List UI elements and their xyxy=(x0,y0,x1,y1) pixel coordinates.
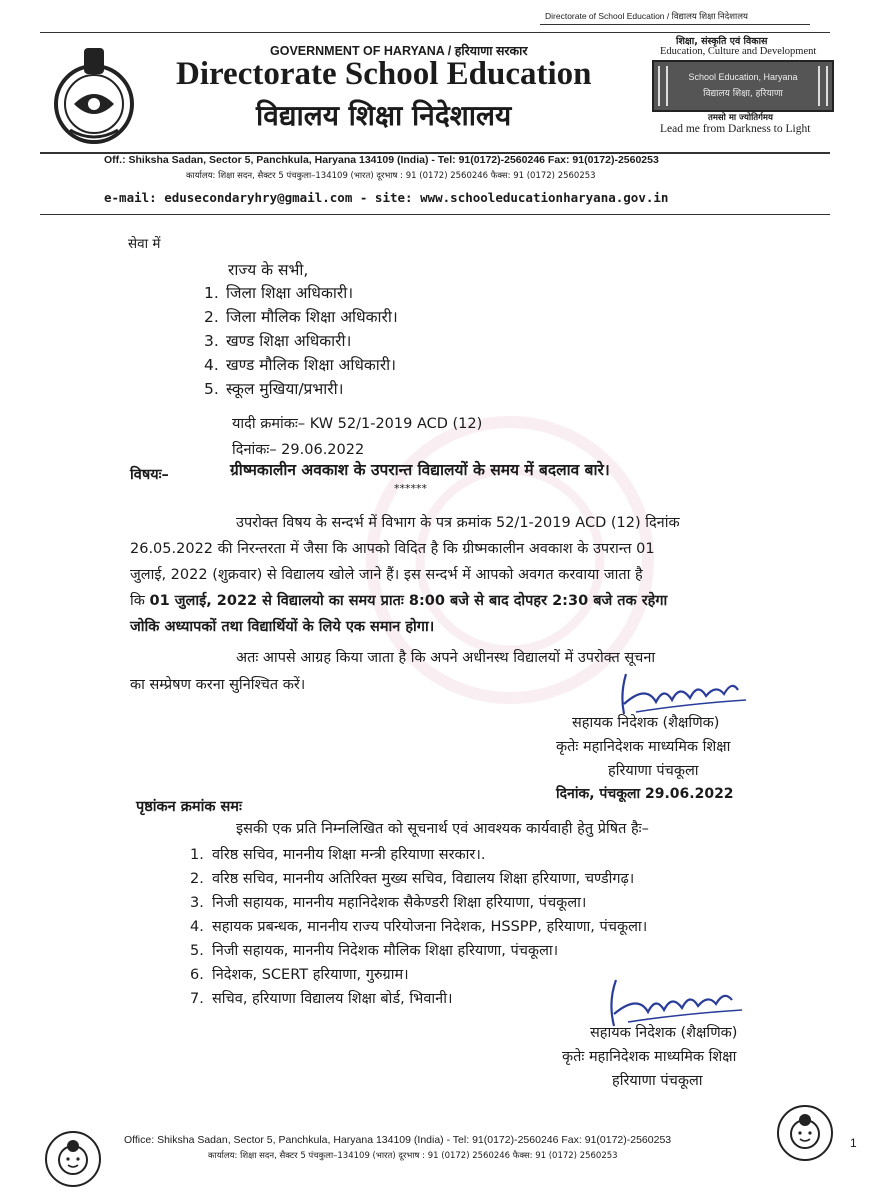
para2-line2: का सम्प्रेषण करना सुनिश्चित करें। xyxy=(130,677,306,693)
signatory-place: हरियाणा पंचकूला xyxy=(608,763,699,779)
right-tagline-hi: शिक्षा, संस्कृति एवं विकास xyxy=(676,36,768,47)
subject-text: ग्रीष्मकालीन अवकाश के उपरान्त विद्यालयों के समय में बदलाव बारे। xyxy=(230,461,610,479)
subject-stars: ****** xyxy=(394,482,427,495)
school-timing-highlight: 01 जुलाई, 2022 से विद्यालयो का समय प्रातः 8:00 बजे से बाद दोपहर 2:30 बजे तक रहेगा xyxy=(149,593,668,609)
endorsement-item: 7. सचिव, हरियाणा विद्यालय शिक्षा बोर्ड, भिवानी। xyxy=(190,991,453,1007)
endorsement-signatory-designation: सहायक निदेशक (शैक्षणिक) xyxy=(590,1025,738,1041)
recipient-item: 1. जिला शिक्षा अधिकारी। xyxy=(204,284,354,302)
recipient-item: 4. खण्ड मौलिक शिक्षा अधिकारी। xyxy=(204,356,397,374)
address-rule xyxy=(40,214,830,215)
school-education-logo xyxy=(652,60,834,112)
logo-right-bars xyxy=(818,66,828,106)
para2-line1: अतः आपसे आग्रह किया जाता है कि अपने अधीनस्थ विद्यालयों में उपरोक्त सूचना xyxy=(236,650,656,666)
email-site-line: e-mail: edusecondaryhry@gmail.com - site: www.schooleducationharyana.gov.in xyxy=(104,190,669,205)
directorate-title-en: Directorate School Education xyxy=(176,56,592,92)
para1-line3: जुलाई, 2022 (शुक्रवार) से विद्यालय खोले जाने हैं। इस सन्दर्भ में आपको अवगत करवाया जाता है xyxy=(130,567,643,583)
recipient-item: 5. स्कूल मुखिया/प्रभारी। xyxy=(204,380,344,398)
top-note: Directorate of School Education / विद्यालय शिक्षा निदेशालय xyxy=(545,11,748,21)
para1-line4 xyxy=(130,590,667,610)
logo-left-bars xyxy=(658,66,668,106)
subject-label: विषयः– xyxy=(130,467,169,483)
signatory-designation: सहायक निदेशक (शैक्षणिक) xyxy=(572,715,720,731)
endorsement-date: दिनांक, पंचकूला 29.06.2022 xyxy=(556,786,734,802)
address-hi: कार्यालय: शिक्षा सदन, सैक्टर 5 पंचकुला–134109 (भारत) दूरभाष : 91 (0172) 2560246 फैक्स: 91 (0172) 2560253 xyxy=(186,171,596,181)
directorate-title-hi: विद्यालय शिक्षा निदेशालय xyxy=(256,99,512,132)
para1-line1: उपरोक्त विषय के सन्दर्भ में विभाग के पत्र क्रमांक 52/1-2019 ACD (12) दिनांक xyxy=(236,515,680,531)
memo-number: यादी क्रमांकः– KW 52/1-2019 ACD (12) xyxy=(232,416,483,432)
memo-date: दिनांकः– 29.06.2022 xyxy=(232,442,365,458)
signatory-on-behalf: कृतेः महानिदेशक माध्यमिक शिक्षा xyxy=(556,739,731,755)
endorsement-signatory-place: हरियाणा पंचकूला xyxy=(612,1073,703,1089)
footer-address-en: Office: Shiksha Sadan, Sector 5, Panchkula, Haryana 134109 (India) - Tel: 91(0172)-2560246 Fax: 91(0172)-2560253 xyxy=(124,1134,672,1146)
endorsement-item: 2. वरिष्ठ सचिव, माननीय अतिरिक्त मुख्य सचिव, विद्यालय शिक्षा हरियाणा, चण्डीगढ़। xyxy=(190,871,635,887)
seva-mein: सेवा में xyxy=(128,236,161,252)
header-top-rule xyxy=(40,32,830,33)
right-tagline-en: Education, Culture and Development xyxy=(660,46,817,57)
para1-line5: जोकि अध्यापकों तथा विद्यार्थियों के लिये एक समान होगा। xyxy=(130,619,435,635)
endorsement-intro: इसकी एक प्रति निम्नलिखित को सूचनार्थ एवं आवश्यक कार्यवाही हेतु प्रेषित हैः– xyxy=(236,821,649,837)
motto-hi: तमसो मा ज्योतिर्गमय xyxy=(708,113,773,123)
recipient-item: 2. जिला मौलिक शिक्षा अधिकारी। xyxy=(204,308,398,326)
government-line: GOVERNMENT OF HARYANA / हरियाणा सरकार xyxy=(270,44,528,58)
endorsement-item: 4. सहायक प्रबन्धक, माननीय राज्य परियोजना निदेशक, HSSPP, हरियाणा, पंचकूला। xyxy=(190,919,648,935)
endorsement-label: पृष्ठांकन क्रमांक समः xyxy=(136,799,242,815)
endorsement-item: 1. वरिष्ठ सचिव, माननीय शिक्षा मन्त्री हरियाणा सरकार।. xyxy=(190,847,486,863)
logo-text-en: School Education, Haryana xyxy=(688,72,798,82)
top-divider xyxy=(540,24,810,25)
recipient-intro: राज्य के सभी, xyxy=(228,261,309,279)
page-number: 1 xyxy=(850,1136,857,1150)
endorsement-item: 6. निदेशक, SCERT हरियाणा, गुरुग्राम। xyxy=(190,967,409,983)
logo-text-hi: विद्यालय शिक्षा, हरियाणा xyxy=(703,89,783,99)
footer-address-hi: कार्यालय: शिक्षा सदन, सैक्टर 5 पंचकुला–134109 (भारत) दूरभाष : 91 (0172) 2560246 फैक्स: 91 (0172) 2560253 xyxy=(208,1151,618,1161)
motto-en: Lead me from Darkness to Light xyxy=(660,123,811,135)
endorsement-signatory-on-behalf: कृतेः महानिदेशक माध्यमिक शिक्षा xyxy=(562,1049,737,1065)
haryana-emblem-logo xyxy=(50,44,138,146)
endorsement-item: 5. निजी सहायक, माननीय निदेशक मौलिक शिक्षा हरियाणा, पंचकूला। xyxy=(190,943,559,959)
endorsement-item: 3. निजी सहायक, माननीय महानिदेशक सैकेण्डरी शिक्षा हरियाणा, पंचकूला। xyxy=(190,895,587,911)
para1-line4-prefix: कि xyxy=(130,593,150,609)
address-en: Off.: Shiksha Sadan, Sector 5, Panchkula, Haryana 134109 (India) - Tel: 91(0172)-2560246 Fax: 91(0172)-2560253 xyxy=(104,154,659,166)
para1-line2: 26.05.2022 की निरन्तरता में जैसा कि आपको विदित है कि ग्रीष्मकालीन अवकाश के उपरान्त 01 xyxy=(130,541,655,557)
recipient-item: 3. खण्ड शिक्षा अधिकारी। xyxy=(204,332,352,350)
girl-child-logo-left xyxy=(44,1130,102,1188)
girl-child-logo-right xyxy=(776,1104,834,1162)
